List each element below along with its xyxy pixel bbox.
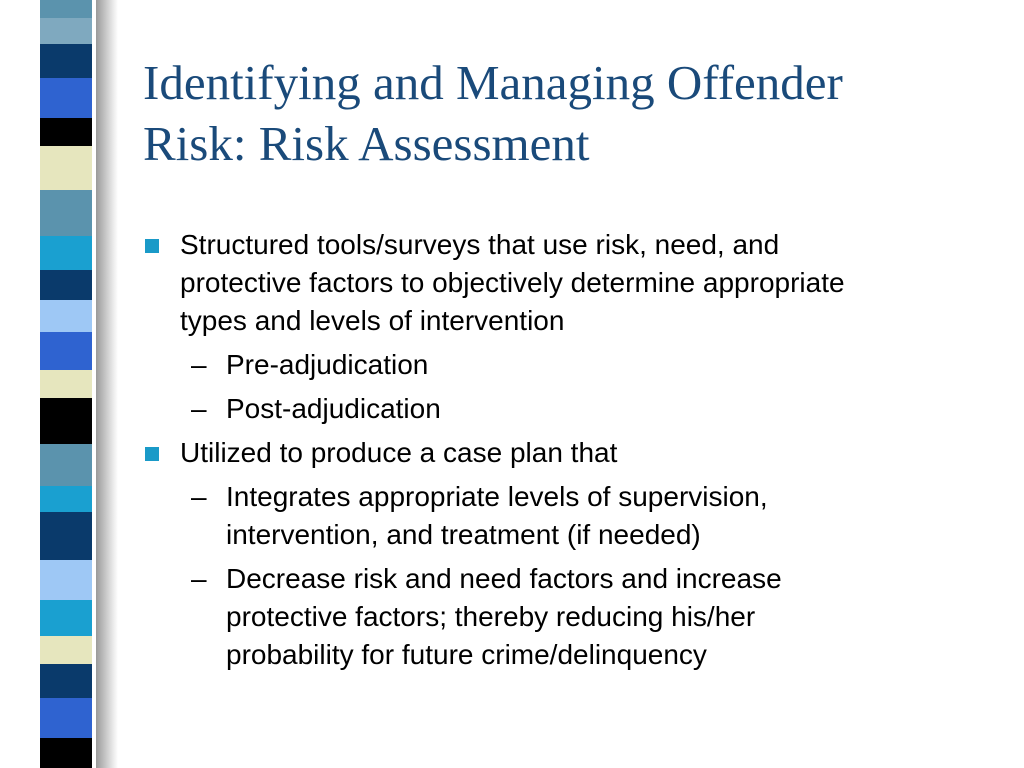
bullet-item xyxy=(143,226,1013,340)
dash-bullet-icon: – xyxy=(191,393,207,424)
strip-block xyxy=(40,636,92,664)
bullet-text-line: Structured tools/surveys that use risk, need, and xyxy=(180,229,780,260)
sub-bullet-text-line: Integrates appropriate levels of supervision, xyxy=(226,481,768,512)
strip-block xyxy=(40,118,92,146)
dash-bullet-icon: – xyxy=(191,349,207,380)
slide-title xyxy=(143,52,1003,174)
slide-title-line: Risk: Risk Assessment xyxy=(143,116,590,171)
strip-block xyxy=(40,486,92,512)
bullet-text-line: types and levels of intervention xyxy=(180,305,565,336)
sub-bullet-item xyxy=(143,478,1013,554)
sub-bullet-text-line: Decrease risk and need factors and increase xyxy=(226,563,782,594)
strip-block xyxy=(40,738,92,768)
strip-block xyxy=(40,300,92,332)
slide-title-line: Identifying and Managing Offender xyxy=(143,55,843,110)
strip-block xyxy=(40,146,92,190)
sub-bullet-text-line: protective factors; thereby reducing his/her xyxy=(226,601,756,632)
strip-block xyxy=(40,698,92,738)
dash-bullet-icon: – xyxy=(191,481,207,512)
bullet-text-line: protective factors to objectively determine appropriate xyxy=(180,267,845,298)
sub-bullet-text-line: Pre-adjudication xyxy=(226,349,429,380)
square-bullet-icon xyxy=(145,447,159,461)
decorative-color-strip xyxy=(0,0,100,768)
strip-block xyxy=(40,0,92,18)
sub-bullet-item xyxy=(143,346,1013,384)
strip-block xyxy=(40,332,92,370)
slide-body xyxy=(143,226,1013,674)
square-bullet-icon xyxy=(145,239,159,253)
strip-block xyxy=(40,370,92,398)
strip-block xyxy=(40,664,92,698)
strip-block xyxy=(40,78,92,118)
sub-bullet-text-line: intervention, and treatment (if needed) xyxy=(226,519,701,550)
strip-block xyxy=(40,44,92,78)
strip-block xyxy=(40,270,92,300)
strip-block xyxy=(40,560,92,600)
strip-block xyxy=(40,398,92,444)
dash-bullet-icon: – xyxy=(191,563,207,594)
sub-bullet-item xyxy=(143,390,1013,428)
sub-bullet-item xyxy=(143,560,1013,674)
strip-block xyxy=(40,600,92,636)
strip-block xyxy=(40,190,92,236)
sub-bullet-text-line: probability for future crime/delinquency xyxy=(226,639,707,670)
strip-block xyxy=(40,18,92,44)
sub-bullet-text-line: Post-adjudication xyxy=(226,393,441,424)
strip-block xyxy=(40,444,92,486)
bullet-text-line: Utilized to produce a case plan that xyxy=(180,437,618,468)
strip-block xyxy=(40,512,92,560)
strip-block xyxy=(40,236,92,270)
bullet-item xyxy=(143,434,1013,472)
